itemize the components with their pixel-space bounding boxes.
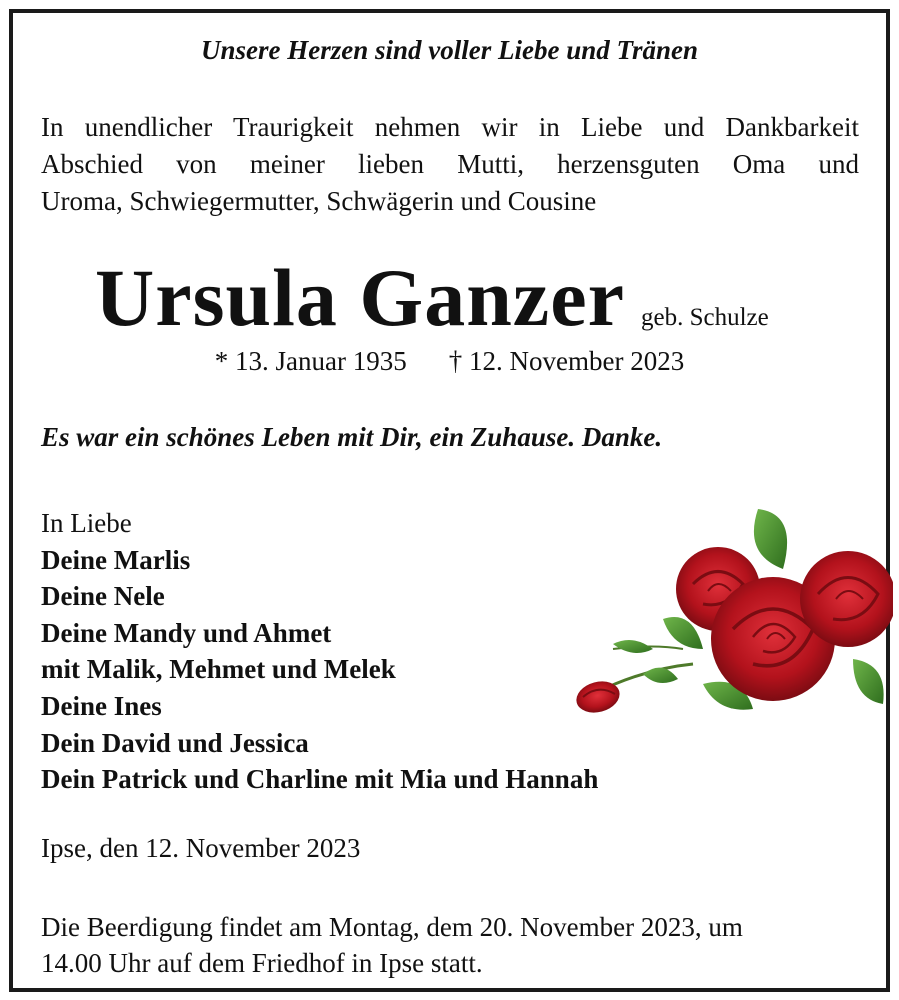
family-member: Dein Patrick und Charline mit Mia und Hannah [41,764,599,795]
intro-text [41,109,859,220]
deceased-name: Ursula Ganzer [95,252,625,343]
family-member: Deine Marlis [41,544,191,575]
funeral-line-1: Die Beerdigung findet am Montag, dem 20. November 2023, um [41,912,743,942]
family-signature [41,505,598,798]
death-date: † 12. November 2023 [448,346,685,376]
red-roses-image [553,499,893,729]
motto-heading: Unsere Herzen sind voller Liebe und Tränen [200,35,698,65]
family-member: Deine Mandy und Ahmet [41,617,332,648]
intro-line-2: Abschied von meiner lieben Mutti, herzensguten Oma und [41,149,859,179]
place-and-date: Ipse, den 12. November 2023 [41,833,361,863]
maiden-name: geb. Schulze [640,304,769,331]
deceased-name-row [95,251,769,345]
memorial-quote: Es war ein schönes Leben mit Dir, ein Zuhause. Danke. [41,422,663,452]
life-dates [13,346,886,377]
family-member: mit Malik, Mehmet und Melek [41,654,396,685]
birth-date: * 13. Januar 1935 [214,346,407,376]
funeral-notice [41,909,861,981]
family-member: Dein David und Jessica [41,727,309,758]
family-member: Deine Ines [41,690,162,721]
family-greeting: In Liebe [41,508,132,538]
funeral-line-2: 14.00 Uhr auf dem Friedhof in Ipse statt. [41,948,483,978]
intro-line-3: Uroma, Schwiegermutter, Schwägerin und Cousine [41,186,597,216]
obituary-frame [9,9,890,992]
family-member: Deine Nele [41,581,165,612]
intro-line-1: In unendlicher Traurigkeit nehmen wir in Liebe und Dankbarkeit [41,112,859,142]
